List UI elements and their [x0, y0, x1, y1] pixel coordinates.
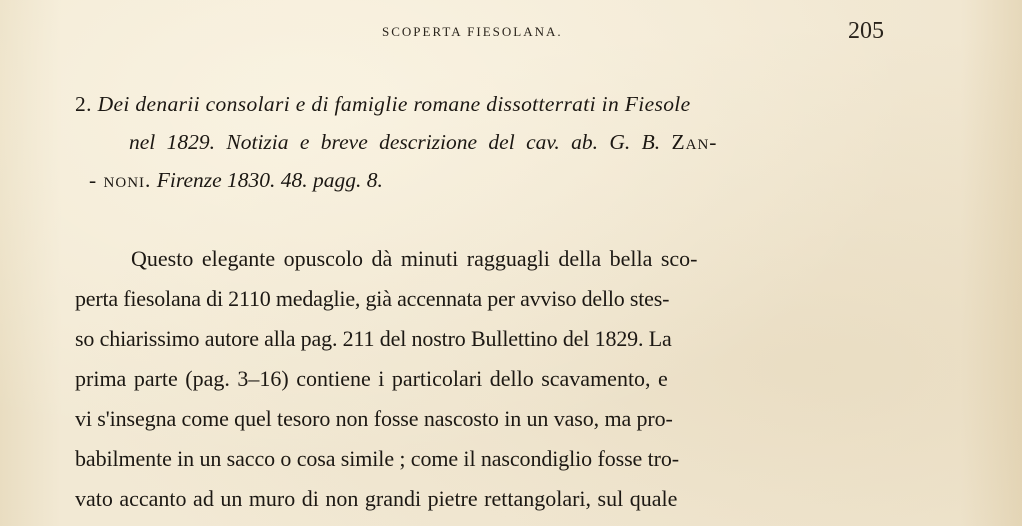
entry-author-part2: - noni.	[89, 168, 152, 192]
running-title: SCOPERTA FIESOLANA.	[382, 24, 563, 39]
entry-line-1	[75, 92, 691, 117]
running-head	[0, 20, 1022, 44]
body-line-4: prima parte (pag. 3–16) contiene i particolari dello scavamento, e	[75, 366, 668, 391]
entry-line-2	[129, 130, 717, 155]
entry-title: Dei denarii consolari e di famiglie romane dissotterrati in Fiesole	[97, 92, 691, 116]
body-line-6: babilmente in un sacco o cosa simile ; come il nascondiglio fosse tro-	[75, 446, 679, 471]
body-line-7: vato accanto ad un muro di non grandi pietre rettangolari, sul quale	[75, 486, 678, 511]
entry-number: 2.	[75, 92, 92, 116]
entry-imprint: Firenze 1830. 48. pagg. 8.	[156, 168, 383, 192]
entry-line-3	[89, 168, 383, 193]
body-line-5: vi s'insegna come quel tesoro non fosse nascosto in un vaso, ma pro-	[75, 406, 673, 431]
body-line-3: so chiarissimo autore alla pag. 211 del nostro Bullettino del 1829. La	[75, 326, 672, 351]
body-line-2: perta fiesolana di 2110 medaglie, già accennata per avviso dello stes-	[75, 286, 670, 311]
entry-author-part1: Zan-	[671, 130, 718, 154]
body-line-1: Questo elegante opuscolo dà minuti ragguagli della bella sco-	[131, 246, 698, 271]
entry-title-continued: nel 1829. Notizia e breve descrizione del cav. ab. G. B.	[129, 130, 661, 154]
page-number: 205	[848, 18, 884, 44]
